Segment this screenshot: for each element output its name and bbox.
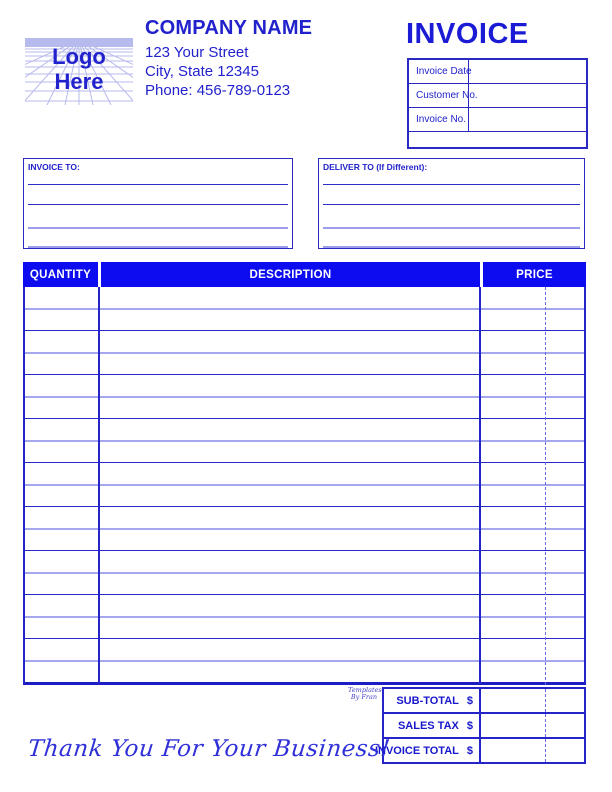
item-row[interactable] bbox=[25, 574, 584, 596]
invoice-info-table bbox=[407, 58, 588, 149]
subtotal-field[interactable] bbox=[481, 689, 584, 712]
currency-symbol: $ bbox=[466, 694, 473, 707]
currency-symbol: $ bbox=[466, 719, 473, 732]
template-watermark bbox=[348, 687, 380, 701]
item-row[interactable] bbox=[25, 639, 584, 662]
invoice-no-label: Invoice No. bbox=[409, 108, 469, 131]
page-title: INVOICE bbox=[406, 18, 529, 50]
invoice-total-label-text: INVOICE TOTAL bbox=[374, 744, 459, 757]
items-table-header bbox=[23, 262, 586, 287]
item-row[interactable] bbox=[25, 287, 584, 310]
invoice-to-box[interactable] bbox=[23, 158, 293, 249]
company-phone: Phone: 456-789-0123 bbox=[145, 82, 291, 99]
price-column-divider bbox=[479, 287, 481, 685]
sales-tax-label-text: SALES TAX bbox=[397, 719, 459, 732]
sales-tax-row bbox=[384, 714, 584, 739]
invoice-total-field[interactable] bbox=[481, 739, 584, 762]
item-row[interactable] bbox=[25, 310, 584, 332]
invoice-date-field[interactable] bbox=[469, 60, 586, 83]
watermark-line1: Templates bbox=[348, 686, 382, 694]
info-extra-row[interactable] bbox=[409, 132, 586, 147]
item-row[interactable] bbox=[25, 507, 584, 530]
items-table-body bbox=[23, 287, 586, 685]
item-row[interactable] bbox=[25, 375, 584, 398]
item-row[interactable] bbox=[25, 551, 584, 574]
item-row[interactable] bbox=[25, 331, 584, 354]
quantity-column-divider bbox=[98, 287, 100, 685]
ruled-line bbox=[28, 184, 288, 185]
currency-symbol: $ bbox=[466, 744, 473, 757]
item-row[interactable] bbox=[25, 398, 584, 420]
item-row[interactable] bbox=[25, 419, 584, 442]
ruled-line bbox=[28, 204, 288, 205]
customer-no-row bbox=[409, 84, 586, 108]
logo-text-line1: Logo bbox=[52, 43, 106, 69]
column-header-description: DESCRIPTION bbox=[101, 262, 480, 287]
cents-dashed-divider bbox=[545, 287, 546, 685]
totals-table bbox=[374, 687, 586, 764]
logo-text bbox=[25, 32, 133, 105]
ruled-line bbox=[323, 184, 580, 185]
subtotal-label bbox=[384, 689, 481, 712]
ruled-line bbox=[323, 204, 580, 205]
logo-placeholder[interactable] bbox=[25, 28, 133, 105]
invoice-total-row bbox=[374, 739, 584, 762]
item-row[interactable] bbox=[25, 595, 584, 618]
watermark-line2: By Fran bbox=[350, 693, 378, 701]
item-row[interactable] bbox=[25, 530, 584, 552]
company-city: City, State 12345 bbox=[145, 63, 259, 80]
company-block bbox=[145, 17, 312, 100]
item-row[interactable] bbox=[25, 463, 584, 486]
logo-text-line2: Here bbox=[54, 68, 104, 94]
ruled-line bbox=[323, 227, 580, 229]
sales-tax-label bbox=[384, 714, 481, 737]
customer-no-label: Customer No. bbox=[409, 84, 469, 107]
deliver-to-box[interactable] bbox=[318, 158, 585, 249]
deliver-to-label: DELIVER TO (If Different): bbox=[323, 162, 428, 172]
subtotal-label-text: SUB-TOTAL bbox=[396, 694, 459, 707]
thank-you-message: Thank You For Your Business! bbox=[26, 736, 392, 762]
invoice-date-row bbox=[409, 60, 586, 84]
ruled-line bbox=[323, 246, 580, 248]
invoice-no-row bbox=[409, 108, 586, 132]
invoice-to-label: INVOICE TO: bbox=[28, 162, 80, 172]
customer-no-field[interactable] bbox=[469, 84, 586, 107]
invoice-total-label bbox=[374, 739, 481, 762]
invoice-no-field[interactable] bbox=[469, 108, 586, 131]
company-street: 123 Your Street bbox=[145, 44, 249, 61]
item-row[interactable] bbox=[25, 662, 584, 683]
column-header-price: PRICE bbox=[483, 262, 586, 287]
ruled-line bbox=[28, 227, 288, 229]
invoice-date-label: Invoice Date bbox=[409, 60, 469, 83]
ruled-line bbox=[28, 246, 288, 248]
subtotal-row bbox=[384, 689, 584, 714]
company-name: COMPANY NAME bbox=[145, 17, 313, 39]
item-row[interactable] bbox=[25, 442, 584, 464]
sales-tax-field[interactable] bbox=[481, 714, 584, 737]
column-header-quantity: QUANTITY bbox=[23, 262, 98, 287]
item-row[interactable] bbox=[25, 354, 584, 376]
item-row[interactable] bbox=[25, 486, 584, 508]
item-row[interactable] bbox=[25, 618, 584, 640]
